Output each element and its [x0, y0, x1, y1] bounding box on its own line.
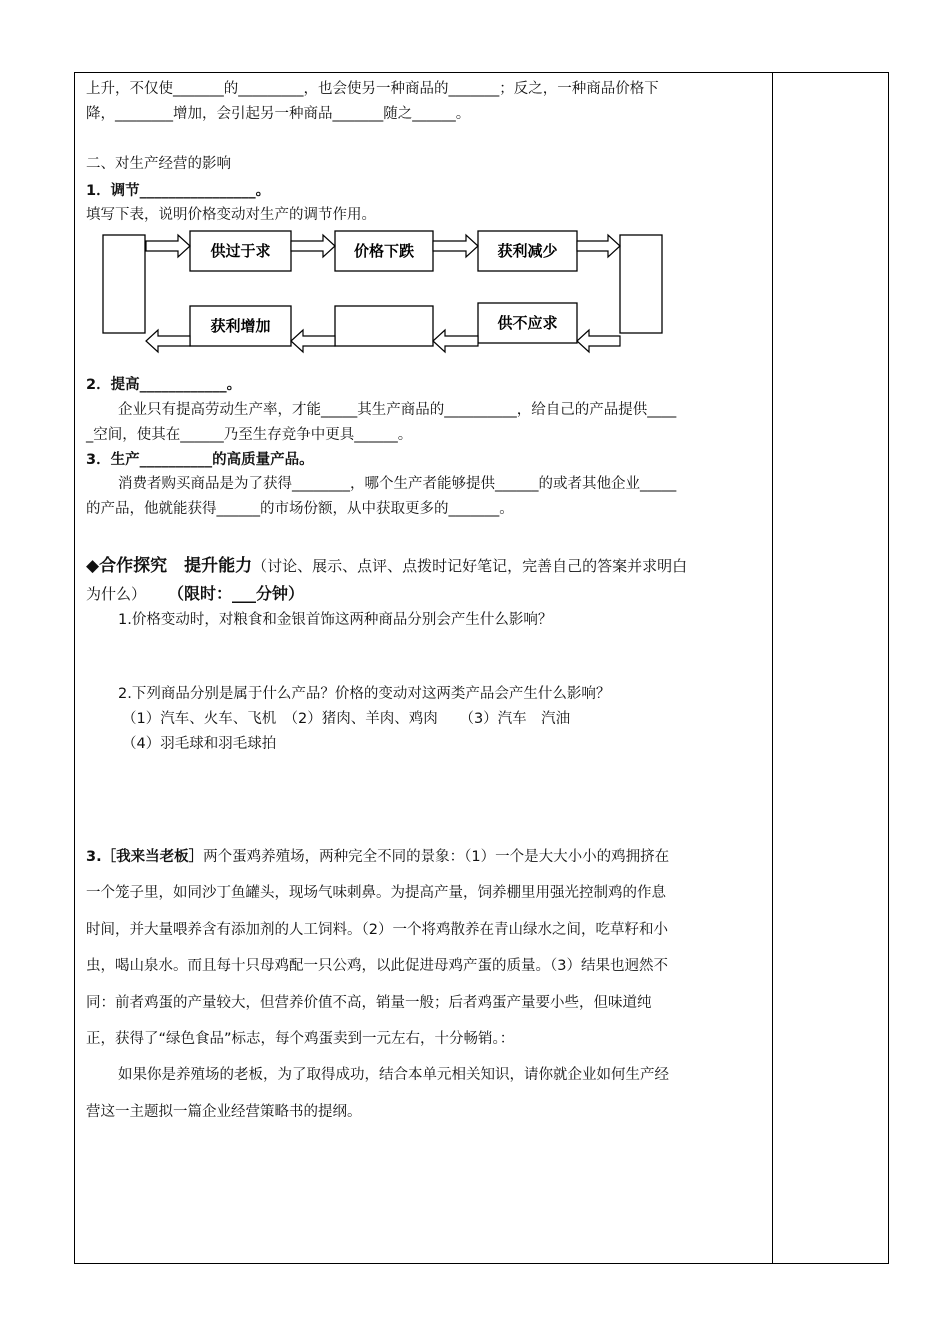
- explore-note-2: 为什么）: [86, 585, 147, 603]
- item1-title: 1．调节________________。: [86, 183, 271, 199]
- boss-line-1: [86, 847, 669, 867]
- label-oversupply: 供过于求: [210, 242, 271, 260]
- label-profit-rise: 获利增加: [210, 317, 271, 335]
- arrow-left-3: [291, 330, 335, 352]
- arrow-right-3: [433, 235, 478, 257]
- question-2-options-2: （4）羽毛球和羽毛球拍: [122, 736, 277, 752]
- label-price-fall: 价格下跌: [353, 242, 415, 260]
- arrow-right-1: [146, 235, 190, 257]
- arrow-left-2: [433, 330, 478, 352]
- explore-heading-cont: [86, 584, 304, 605]
- explore-heading: [86, 556, 687, 577]
- item2-line-2: _空间，使其在______乃至生存竞争中更具______。: [86, 427, 413, 443]
- item3-line-1: 消费者购买商品是为了获得________，哪个生产者能够提供______的或者其他企业_____: [118, 476, 677, 492]
- boss-line-2: 一个笼子里，如同沙丁鱼罐头，现场气味刺鼻。为提高产量，饲养棚里用强光控制鸡的作息: [86, 885, 666, 901]
- time-limit-label: （限时：___分钟）: [168, 584, 305, 603]
- boss-prefix: 3.［我来当老板］: [86, 849, 204, 865]
- boss-task-line-1: 如果你是养殖场的老板，为了取得成功，结合本单元相关知识，请你就企业如何生产经: [118, 1067, 669, 1083]
- boss-task-line-2: 营这一主题拟一篇企业经营策略书的提纲。: [86, 1104, 362, 1120]
- side-column-divider: [772, 72, 773, 1264]
- intro-line-2: 降，________增加，会引起另一种商品_______随之______。: [86, 106, 471, 122]
- intro-line-1: 上升，不仅使_______的_________，也会使另一种商品的_______；反之，一种商品价格下: [86, 81, 659, 97]
- arrow-right-2: [291, 235, 335, 257]
- price-regulation-diagram: [96, 226, 676, 360]
- arrow-right-4: [577, 235, 620, 257]
- item3-line-2: 的产品，他就能获得______的市场份额，从中获取更多的_______。: [86, 501, 514, 517]
- boss-text-1: 两个蛋鸡养殖场，两种完全不同的景象：（1）一个是大大小小的鸡拥挤在: [203, 849, 670, 865]
- boss-line-3: 时间，并大量喂养含有添加剂的人工饲料。（2）一个将鸡散养在青山绿水之间，吃草籽和小: [86, 922, 668, 938]
- boss-line-4: 虫，喝山泉水。而且每十只母鸡配一只公鸡，以此促进母鸡产蛋的质量。（3）结果也迥然不: [86, 958, 668, 974]
- explore-note-1: （讨论、展示、点评、点拨时记好笔记，完善自己的答案并求明白: [252, 557, 688, 575]
- item2-line-1: 企业只有提高劳动生产率，才能_____其生产商品的__________，给自己的产品提供____: [118, 402, 677, 418]
- explore-title: ◆合作探究 提升能力: [86, 556, 253, 576]
- boss-line-6: 正，获得了“绿色食品”标志，每个鸡蛋卖到一元左右，十分畅销。：: [86, 1031, 515, 1047]
- question-2-options-1: （1）汽车、火车、飞机 （2）猪肉、羊肉、鸡肉 （3）汽车 汽油: [122, 711, 571, 727]
- label-undersupply: 供不应求: [497, 314, 558, 332]
- left-blank-box: [103, 235, 145, 333]
- item3-title: 3．生产__________的高质量产品。: [86, 452, 314, 468]
- boss-line-5: 同：前者鸡蛋的产量较大，但营养价值不高，销量一般；后者鸡蛋产量要小些，但味道纯: [86, 995, 652, 1011]
- item1-desc: 填写下表，说明价格变动对生产的调节作用。: [86, 207, 376, 223]
- section-heading: 二、对生产经营的影响: [86, 156, 231, 172]
- item2-title: 2．提高____________。: [86, 377, 242, 393]
- arrow-left-4: [146, 330, 190, 352]
- question-1: 1.价格变动时，对粮食和金银首饰这两种商品分别会产生什么影响？: [118, 612, 553, 628]
- arrow-left-1: [577, 330, 620, 352]
- box-blank: [335, 306, 433, 346]
- right-blank-box: [620, 235, 662, 333]
- label-profit-drop: 获利减少: [497, 242, 558, 260]
- question-2: 2.下列商品分别是属于什么产品？价格的变动对这两类产品会产生什么影响？: [118, 686, 611, 702]
